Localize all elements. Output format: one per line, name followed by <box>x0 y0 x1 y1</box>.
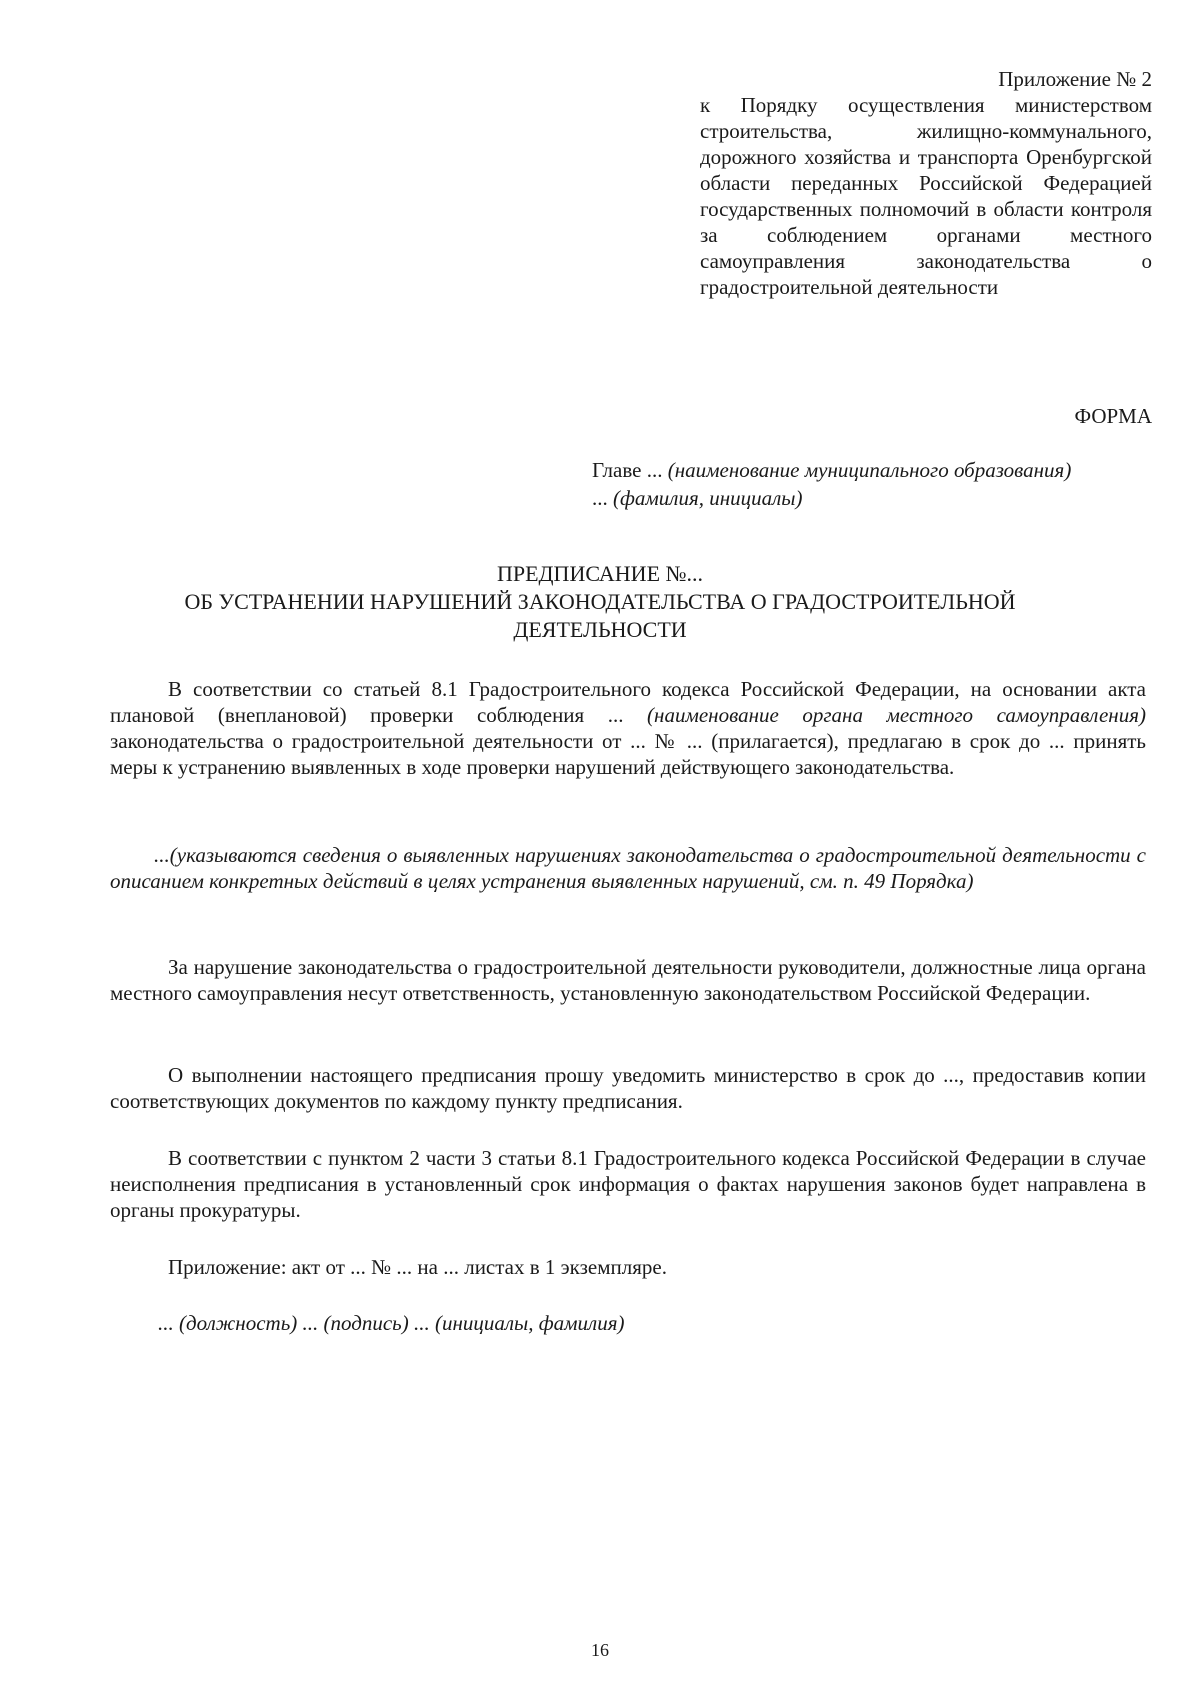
form-label: ФОРМА <box>1074 404 1152 428</box>
addressee-line-1 <box>592 456 1071 484</box>
annex-header <box>700 66 1152 300</box>
annex-title: Приложение № 2 <box>998 67 1152 91</box>
title-line-1: ПРЕДПИСАНИЕ №... <box>496 561 703 586</box>
paragraph-basis-italic: (наименование органа местного самоуправления) <box>647 703 1146 727</box>
paragraph-basis <box>110 676 1146 780</box>
paragraph-basis-b: законодательства о градостроительной деятельности от ... № ... (прилагается), предлагаю в срок до ... принять меры к устранению выявленных в ходе проверки нарушений действующего законодательства. <box>110 729 1146 779</box>
addressee-municipality: (наименование муниципального образования) <box>667 458 1072 482</box>
addressee-block <box>592 456 1071 512</box>
signature-line: ... (должность) ... (подпись) ... (инициалы, фамилия) <box>158 1311 625 1335</box>
paragraph-responsibility: За нарушение законодательства о градостроительной деятельности руководители, должностные лица органа местного самоуправления несут ответственность, установленную законодательством Российской Федерации. <box>110 955 1146 1005</box>
page-number: 16 <box>591 1640 609 1660</box>
paragraph-notification: О выполнении настоящего предписания прошу уведомить министерство в срок до ..., предоставив копии соответствующих документов по каждому пункту предписания. <box>110 1063 1146 1113</box>
addressee-line-2 <box>592 484 1071 512</box>
addressee-prefix-2: ... <box>592 486 613 510</box>
addressee-prefix: Главе ... <box>592 458 668 482</box>
paragraph-violations: ...(указываются сведения о выявленных нарушениях законодательства о градостроительной деятельности с описанием конкретных действий в целях устранения выявленных нарушений, см. п. 49 Порядка) <box>110 843 1146 893</box>
title-line-3: ДЕЯТЕЛЬНОСТИ <box>513 617 687 642</box>
title-line-2: ОБ УСТРАНЕНИИ НАРУШЕНИЙ ЗАКОНОДАТЕЛЬСТВА О ГРАДОСТРОИТЕЛЬНОЙ <box>184 589 1016 614</box>
paragraph-attachment: Приложение: акт от ... № ... на ... листах в 1 экземпляре. <box>168 1255 667 1279</box>
paragraph-basis-a: В соответствии со статьей 8.1 Градостроительного кодекса Российской Федерации, на основании акта плановой (внеплановой) проверки соблюдения ... <box>110 677 1146 727</box>
paragraph-prosecution: В соответствии с пунктом 2 части 3 статьи 8.1 Градостроительного кодекса Российской Федерации в случае неисполнения предписания в установленный срок информация о фактах нарушения законов будет направлена в органы прокуратуры. <box>110 1146 1146 1222</box>
document-title <box>100 560 1100 644</box>
annex-description: к Порядку осуществления министерством строительства, жилищно-коммунального, дорожного хозяйства и транспорта Оренбургской области переданных Российской Федерацией государственных полномочий в области контроля за соблюдением органами местного самоуправления законодательства о градостроительной деятельности <box>700 93 1152 299</box>
addressee-name: (фамилия, инициалы) <box>613 486 803 510</box>
